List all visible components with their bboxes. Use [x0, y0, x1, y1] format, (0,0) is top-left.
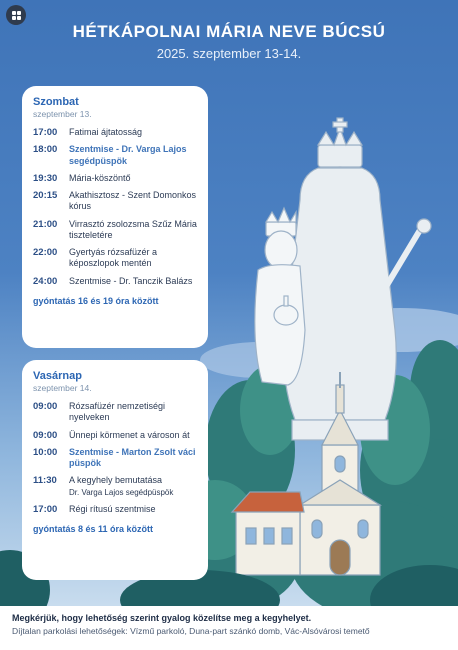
schedule-row [33, 247, 200, 270]
schedule-text: Rózsafüzér nemzetiségi nyelveken [69, 401, 166, 423]
schedule-text: Régi rítusú szentmise [69, 503, 156, 514]
schedule-time: 10:00 [33, 446, 58, 458]
saturday-schedule-card [22, 86, 208, 348]
day-heading: Szombat [33, 96, 79, 108]
schedule-text: Fatimai ájtatosság [69, 127, 143, 137]
schedule-time: 19:30 [33, 172, 58, 184]
schedule-time: 09:00 [33, 429, 58, 441]
sunday-schedule-card [22, 360, 208, 580]
schedule-row [33, 276, 200, 287]
schedule-time: 17:00 [33, 503, 58, 515]
schedule-time: 17:00 [33, 127, 58, 138]
schedule-text-group [69, 475, 173, 498]
grid-icon [12, 11, 21, 20]
page-subtitle: 2025. szeptember 13-14. [156, 46, 302, 61]
schedule-time: 22:00 [33, 247, 58, 258]
schedule-text: Akathisztosz - Szent Domonkos kórus [69, 190, 197, 212]
schedule-text: Szentmise - Dr. Tanczik Balázs [69, 275, 193, 286]
schedule-time: 21:00 [33, 218, 58, 230]
schedule-row [33, 190, 200, 213]
schedule-row [33, 475, 200, 498]
schedule-text: Szentmise - Marton Zsolt váci püspök [69, 446, 196, 468]
schedule-text: Mária-köszöntő [69, 172, 131, 183]
schedule-time: 18:00 [33, 144, 58, 156]
confession-note: gyóntatás 8 és 11 óra között [33, 524, 154, 534]
page-title: HÉTKÁPOLNAI MÁRIA NEVE BÚCSÚ [72, 22, 386, 41]
footer [0, 606, 458, 650]
schedule-row [33, 430, 200, 441]
schedule-row [33, 504, 200, 515]
schedule-text: A kegyhely bemutatása [69, 475, 163, 486]
schedule-text: Szentmise - Dr. Varga Lajos segédpüspök [69, 144, 187, 166]
schedule-row [33, 219, 200, 242]
footer-notice: Megkérjük, hogy lehetőség szerint gyalog közelítse meg a kegyhelyet. [12, 613, 312, 623]
schedule-text: Gyertyás rózsafüzér a képoszlopok mentén [69, 247, 158, 269]
schedule-row [33, 401, 200, 424]
schedule-text: Virrasztó zsolozsma Szűz Mária tiszteletére [69, 218, 197, 240]
schedule-subtext: Dr. Varga Lajos segédpüspök [69, 487, 174, 497]
day-date: szeptember 14. [33, 383, 92, 393]
schedule-time: 24:00 [33, 275, 58, 287]
day-date: szeptember 13. [33, 109, 92, 119]
schedule-row [33, 127, 200, 138]
schedule-time: 11:30 [33, 475, 57, 487]
day-heading: Vasárnap [33, 370, 82, 382]
schedule-time: 20:15 [33, 190, 58, 201]
schedule-row [33, 144, 200, 167]
footer-parking: Díjtalan parkolási lehetőségek: Vízmű parkoló, Duna-part szánkó domb, Vác-Alsóvárosi temető [12, 626, 370, 636]
schedule-row [33, 173, 200, 184]
schedule-row [33, 447, 200, 470]
schedule-time: 09:00 [33, 401, 58, 412]
schedule-text: Ünnepi körmenet a városon át [69, 429, 190, 440]
confession-note: gyóntatás 16 és 19 óra között [33, 295, 159, 306]
